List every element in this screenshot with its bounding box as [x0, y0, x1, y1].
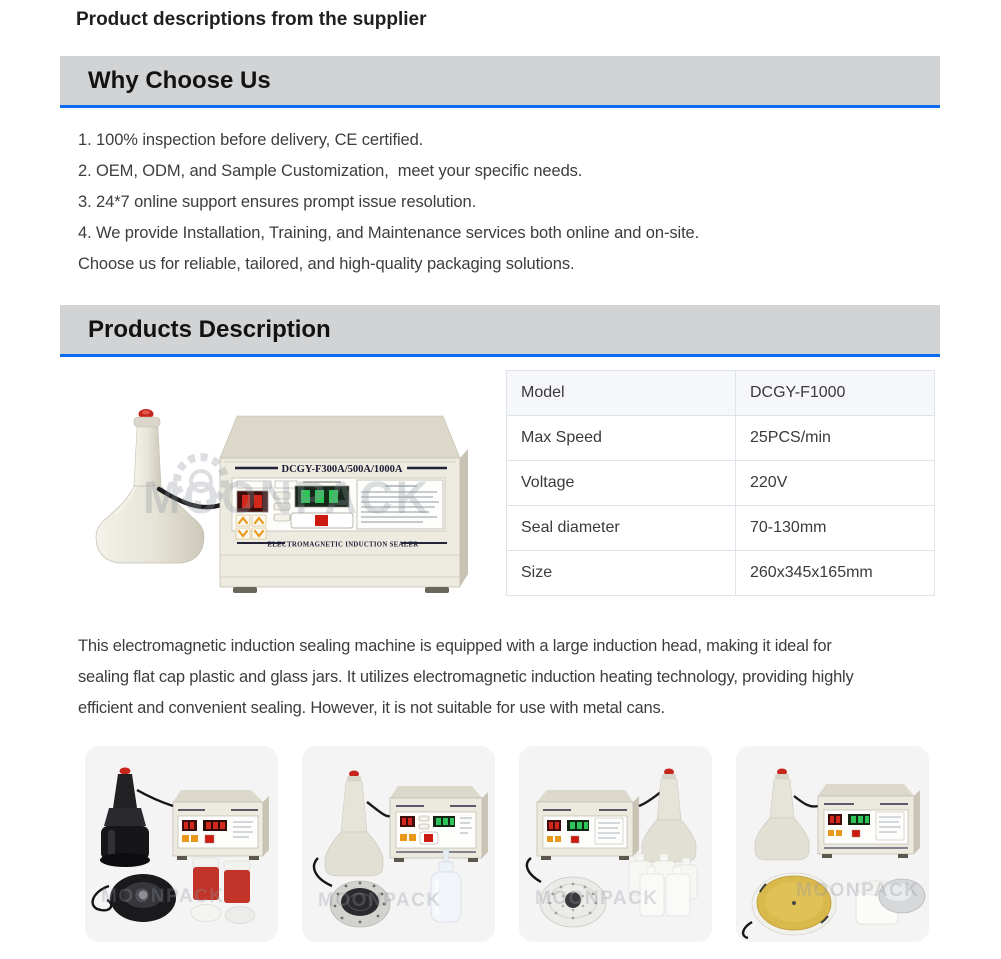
section-bar-why-choose-us — [60, 56, 940, 108]
list-item: 1. 100% inspection before delivery, CE certified. — [78, 131, 424, 149]
watermark-text: MOONPACK — [101, 886, 225, 907]
gallery-image-white-sealer-bottle — [302, 746, 495, 942]
gallery-image-black-sealer-kit — [85, 746, 278, 942]
spec-value: 25PCS/min — [736, 416, 935, 461]
thumb4-handheld-sealer — [755, 769, 818, 861]
section-bar-products-description — [60, 305, 940, 357]
machine-model-label: DCGY-F300A/500A/1000A — [281, 464, 403, 475]
spec-label: Voltage — [507, 461, 736, 506]
product-row — [85, 365, 1001, 603]
spec-label: Seal diameter — [507, 506, 736, 551]
thumb1-control-box — [173, 790, 269, 860]
thumb4-illustration — [736, 746, 929, 942]
thumb2-illustration — [302, 746, 495, 942]
thumb4-control-box — [818, 784, 920, 858]
product-image-main — [85, 365, 480, 603]
thumb3-illustration — [519, 746, 712, 942]
thumb2-handheld-sealer — [325, 771, 392, 877]
spec-value: 220V — [736, 461, 935, 506]
spec-label: Model — [507, 371, 736, 416]
spec-table — [506, 370, 935, 596]
watermark-text: MOONPACK — [535, 888, 659, 909]
thumb2-plastic-bottle — [431, 850, 461, 922]
watermark-text: MOONPACK — [143, 472, 432, 523]
watermark-text: MOONPACK — [796, 880, 920, 901]
machine-illustration — [85, 365, 480, 603]
machine-bottom-label: ELECTROMAGNETIC INDUCTION SEALER — [267, 541, 419, 549]
thumb3-control-box — [537, 790, 639, 860]
spec-value: 70-130mm — [736, 506, 935, 551]
product-gallery — [85, 746, 1001, 942]
spec-value: DCGY-F1000 — [736, 371, 935, 416]
thumb3-handheld-sealer — [639, 769, 696, 863]
list-item: Choose us for reliable, tailored, and high-quality packaging solutions. — [78, 255, 575, 273]
table-row — [507, 461, 935, 506]
watermark-text: MOONPACK — [318, 890, 442, 911]
product-description-paragraph: This electromagnetic induction sealing machine is equipped with a large induction head, making it ideal for sealing flat cap plastic and glass jars. It utilizes electromagnetic induction heating technology, providing highly efficient and convenient sealing. However, it is not suitable for use with metal cans. — [78, 637, 854, 717]
table-row — [507, 371, 935, 416]
table-row — [507, 551, 935, 596]
gallery-image-gold-disc-jar — [736, 746, 929, 942]
why-choose-us-heading: Why Choose Us — [88, 66, 271, 94]
products-description-heading: Products Description — [88, 315, 331, 343]
page-title: Product descriptions from the supplier — [76, 9, 427, 30]
gallery-image-perforated-head-bottles — [519, 746, 712, 942]
list-item: 2. OEM, ODM, and Sample Customization, meet your specific needs. — [78, 162, 583, 180]
thumb1-handheld-sealer — [100, 768, 173, 868]
why-choose-us-points — [78, 125, 1001, 280]
table-row — [507, 416, 935, 461]
spec-label: Size — [507, 551, 736, 596]
spec-label: Max Speed — [507, 416, 736, 461]
thumb1-illustration — [85, 746, 278, 942]
list-item: 3. 24*7 online support ensures prompt issue resolution. — [78, 193, 477, 211]
spec-value: 260x345x165mm — [736, 551, 935, 596]
thumb2-control-box — [390, 786, 488, 862]
list-item: 4. We provide Installation, Training, and Maintenance services both online and on-site. — [78, 224, 700, 242]
table-row — [507, 506, 935, 551]
